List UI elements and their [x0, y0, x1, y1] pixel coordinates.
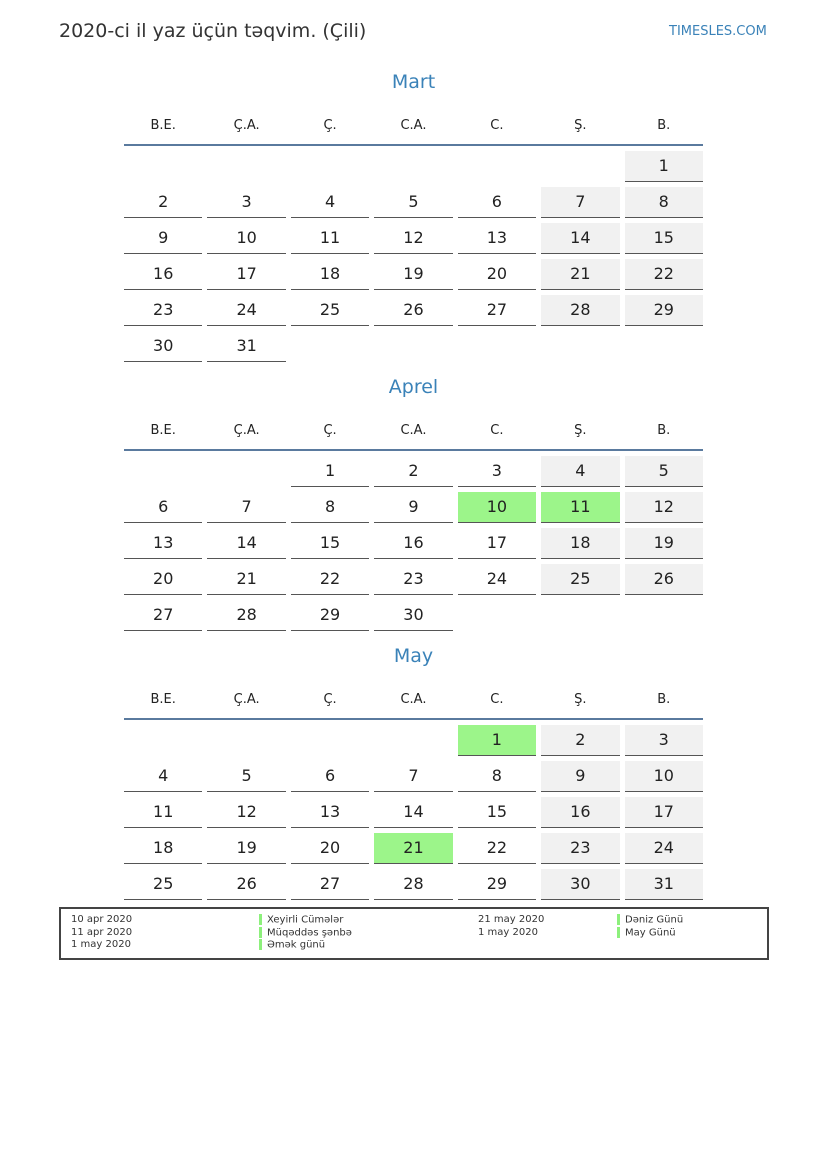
weekend-day-cell: 3 — [625, 725, 703, 756]
week-row — [124, 492, 703, 524]
legend-name: May Günü — [625, 927, 676, 938]
day-cell: 26 — [374, 295, 452, 326]
month-weeks — [124, 725, 703, 901]
legend-name: Əmək günü — [267, 939, 326, 951]
holiday-marker-icon — [259, 914, 262, 925]
weekend-day-cell: 7 — [541, 187, 619, 218]
empty-cell — [458, 331, 536, 361]
month-name: Mart — [391, 71, 436, 93]
day-cell: 13 — [291, 797, 369, 828]
holiday-marker-icon — [259, 939, 262, 950]
day-cell: 26 — [207, 869, 285, 900]
day-cell: 2 — [124, 187, 202, 218]
weekday-label: B. — [657, 422, 671, 438]
day-cell: 19 — [374, 259, 452, 290]
day-cell: 6 — [458, 187, 536, 218]
week-row — [124, 456, 703, 488]
day-cell: 6 — [124, 492, 202, 523]
day-cell: 27 — [291, 869, 369, 900]
weekday-header — [124, 106, 703, 146]
week-row — [124, 600, 703, 632]
week-row — [124, 564, 703, 596]
weekend-day-cell: 22 — [625, 259, 703, 290]
week-row — [124, 151, 703, 183]
day-cell: 7 — [374, 761, 452, 792]
empty-cell — [207, 151, 285, 181]
day-cell: 14 — [207, 528, 285, 559]
day-cell: 12 — [207, 797, 285, 828]
legend-date: 1 may 2020 — [478, 926, 538, 938]
day-cell: 28 — [374, 869, 452, 900]
weekday-label: C.A. — [400, 691, 427, 707]
month-name: May — [393, 645, 434, 667]
holiday-day-cell: 1 — [458, 725, 536, 756]
weekday-label: C.A. — [400, 422, 427, 438]
legend-dates-left — [71, 914, 132, 952]
weekend-day-cell: 17 — [625, 797, 703, 828]
weekend-day-cell: 5 — [625, 456, 703, 487]
week-row — [124, 187, 703, 219]
week-row — [124, 295, 703, 327]
empty-cell — [124, 456, 202, 486]
month-name: Aprel — [388, 376, 439, 398]
empty-cell — [541, 600, 619, 630]
legend-item — [617, 927, 683, 940]
empty-cell — [124, 151, 202, 181]
day-cell: 23 — [124, 295, 202, 326]
weekend-day-cell: 31 — [625, 869, 703, 900]
empty-cell — [374, 331, 452, 361]
month-block — [124, 375, 703, 632]
day-cell: 28 — [207, 600, 285, 631]
day-cell: 6 — [291, 761, 369, 792]
day-cell: 9 — [374, 492, 452, 523]
holiday-marker-icon — [617, 927, 620, 938]
month-weeks — [124, 151, 703, 363]
weekend-day-cell: 28 — [541, 295, 619, 326]
day-cell: 23 — [374, 564, 452, 595]
week-row — [124, 869, 703, 901]
empty-cell — [541, 331, 619, 361]
day-cell: 14 — [374, 797, 452, 828]
day-cell: 30 — [374, 600, 452, 631]
day-cell: 3 — [207, 187, 285, 218]
day-cell: 25 — [124, 869, 202, 900]
weekend-day-cell: 8 — [625, 187, 703, 218]
day-cell: 30 — [124, 331, 202, 362]
day-cell: 3 — [458, 456, 536, 487]
empty-cell — [207, 725, 285, 755]
weekday-header — [124, 680, 703, 720]
legend-date: 1 may 2020 — [71, 939, 131, 950]
empty-cell — [124, 725, 202, 755]
day-cell: 10 — [207, 223, 285, 254]
weekday-label: Ç.A. — [233, 691, 260, 707]
weekend-day-cell: 29 — [625, 295, 703, 326]
empty-cell — [291, 725, 369, 755]
legend-name: Müqəddəs şənbə — [267, 927, 352, 938]
day-cell: 15 — [291, 528, 369, 559]
month-block — [124, 644, 703, 901]
legend-item — [259, 914, 352, 927]
weekday-label: B. — [657, 117, 671, 133]
empty-cell — [625, 331, 703, 361]
weekend-day-cell: 30 — [541, 869, 619, 900]
day-cell: 24 — [458, 564, 536, 595]
weekday-label: Ç. — [323, 117, 337, 133]
day-cell: 16 — [374, 528, 452, 559]
day-cell: 19 — [207, 833, 285, 864]
day-cell: 9 — [124, 223, 202, 254]
page-title: 2020-ci il yaz üçün təqvim. (Çili) — [59, 20, 367, 42]
day-cell: 17 — [207, 259, 285, 290]
day-cell: 17 — [458, 528, 536, 559]
day-cell: 8 — [291, 492, 369, 523]
holiday-legend — [59, 907, 769, 960]
weekday-label: Ş. — [574, 117, 587, 133]
weekend-day-cell: 12 — [625, 492, 703, 523]
weekend-day-cell: 15 — [625, 223, 703, 254]
holiday-marker-icon — [259, 927, 262, 938]
holiday-day-cell: 11 — [541, 492, 619, 523]
holiday-day-cell: 21 — [374, 833, 452, 864]
legend-item — [617, 914, 683, 927]
legend-dates-right — [478, 914, 544, 939]
day-cell: 20 — [124, 564, 202, 595]
day-cell: 5 — [207, 761, 285, 792]
legend-date: 11 apr 2020 — [71, 926, 133, 938]
holiday-day-cell: 10 — [458, 492, 536, 523]
brand-link[interactable]: TIMESLES.COM — [669, 24, 767, 39]
empty-cell — [207, 456, 285, 486]
day-cell: 20 — [291, 833, 369, 864]
week-row — [124, 797, 703, 829]
weekend-day-cell: 10 — [625, 761, 703, 792]
weekend-day-cell: 25 — [541, 564, 619, 595]
empty-cell — [458, 600, 536, 630]
weekday-label: Ç.A. — [233, 422, 260, 438]
legend-date: 10 apr 2020 — [71, 914, 133, 925]
day-cell: 12 — [374, 223, 452, 254]
legend-name: Xeyirli Cümələr — [267, 914, 344, 926]
weekend-day-cell: 19 — [625, 528, 703, 559]
weekday-label: B. — [657, 691, 671, 707]
legend-name: Dəniz Günü — [625, 914, 684, 926]
weekday-label: Ş. — [574, 422, 587, 438]
holiday-marker-icon — [617, 914, 620, 925]
empty-cell — [291, 331, 369, 361]
weekend-day-cell: 16 — [541, 797, 619, 828]
day-cell: 1 — [291, 456, 369, 487]
legend-date: 21 may 2020 — [478, 914, 545, 925]
weekday-label: B.E. — [150, 422, 176, 438]
weekday-label: B.E. — [150, 691, 176, 707]
day-cell: 2 — [374, 456, 452, 487]
empty-cell — [374, 725, 452, 755]
month-block — [124, 70, 703, 363]
day-cell: 11 — [124, 797, 202, 828]
week-row — [124, 528, 703, 560]
weekend-day-cell: 18 — [541, 528, 619, 559]
weekday-label: C.A. — [400, 117, 427, 133]
week-row — [124, 833, 703, 865]
day-cell: 13 — [458, 223, 536, 254]
day-cell: 29 — [291, 600, 369, 631]
weekend-day-cell: 1 — [625, 151, 703, 182]
weekday-label: B.E. — [150, 117, 176, 133]
week-row — [124, 223, 703, 255]
day-cell: 22 — [291, 564, 369, 595]
day-cell: 4 — [124, 761, 202, 792]
day-cell: 5 — [374, 187, 452, 218]
weekday-label: C. — [490, 422, 504, 438]
day-cell: 24 — [207, 295, 285, 326]
weekday-label: C. — [490, 691, 504, 707]
weekend-day-cell: 21 — [541, 259, 619, 290]
day-cell: 4 — [291, 187, 369, 218]
weekday-label: Ş. — [574, 691, 587, 707]
empty-cell — [541, 151, 619, 181]
day-cell: 7 — [207, 492, 285, 523]
day-cell: 18 — [291, 259, 369, 290]
weekend-day-cell: 9 — [541, 761, 619, 792]
legend-names-right — [617, 914, 683, 939]
day-cell: 16 — [124, 259, 202, 290]
day-cell: 27 — [124, 600, 202, 631]
weekend-day-cell: 2 — [541, 725, 619, 756]
empty-cell — [291, 151, 369, 181]
month-weeks — [124, 456, 703, 632]
empty-cell — [374, 151, 452, 181]
weekday-label: Ç. — [323, 691, 337, 707]
week-row — [124, 761, 703, 793]
weekend-day-cell: 4 — [541, 456, 619, 487]
day-cell: 25 — [291, 295, 369, 326]
legend-item — [259, 927, 352, 940]
week-row — [124, 725, 703, 757]
weekend-day-cell: 14 — [541, 223, 619, 254]
day-cell: 18 — [124, 833, 202, 864]
day-cell: 29 — [458, 869, 536, 900]
weekday-label: C. — [490, 117, 504, 133]
weekday-label: Ç.A. — [233, 117, 260, 133]
weekday-header — [124, 411, 703, 451]
day-cell: 8 — [458, 761, 536, 792]
day-cell: 13 — [124, 528, 202, 559]
weekend-day-cell: 26 — [625, 564, 703, 595]
day-cell: 15 — [458, 797, 536, 828]
empty-cell — [625, 600, 703, 630]
day-cell: 27 — [458, 295, 536, 326]
legend-names-left — [259, 914, 352, 952]
weekend-day-cell: 24 — [625, 833, 703, 864]
day-cell: 11 — [291, 223, 369, 254]
legend-item — [259, 939, 352, 952]
day-cell: 20 — [458, 259, 536, 290]
weekend-day-cell: 23 — [541, 833, 619, 864]
weekday-label: Ç. — [323, 422, 337, 438]
day-cell: 31 — [207, 331, 285, 362]
empty-cell — [458, 151, 536, 181]
week-row — [124, 331, 703, 363]
week-row — [124, 259, 703, 291]
day-cell: 22 — [458, 833, 536, 864]
day-cell: 21 — [207, 564, 285, 595]
